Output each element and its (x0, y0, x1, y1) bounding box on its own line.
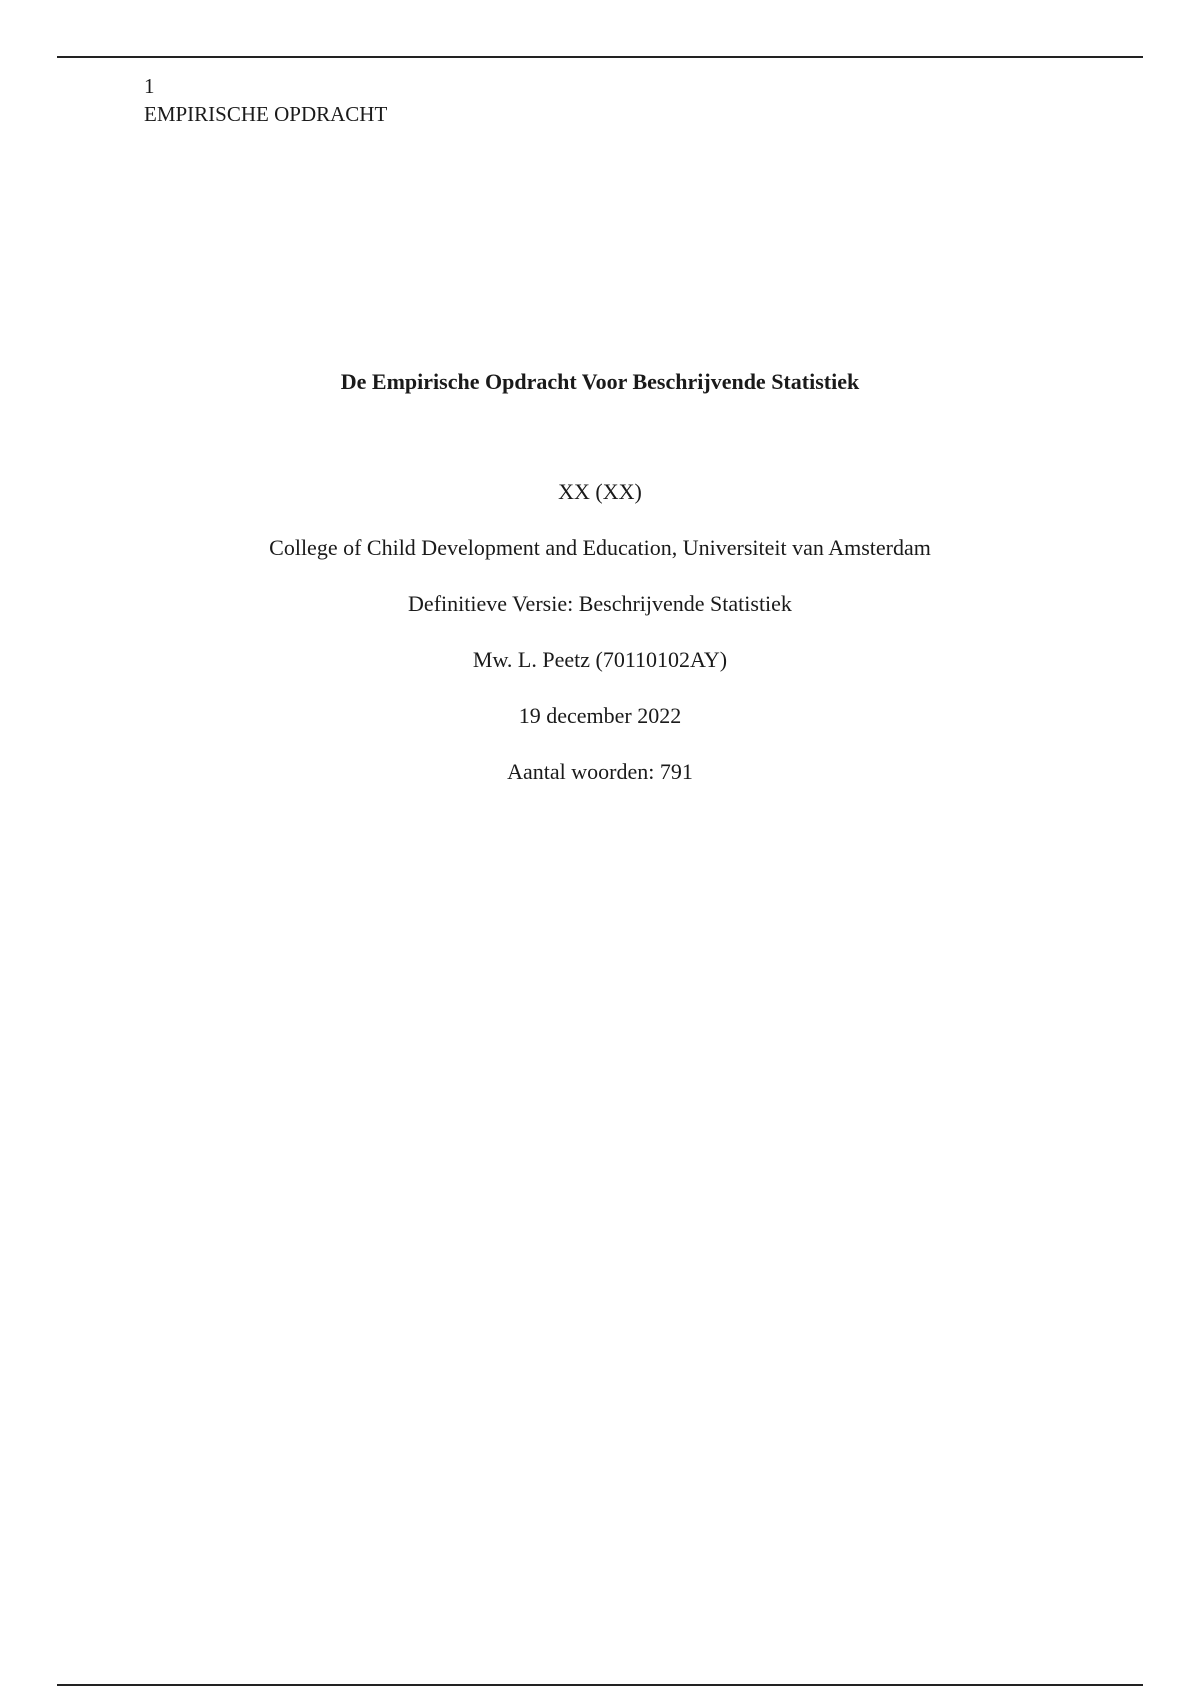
running-header (144, 72, 387, 128)
running-title: EMPIRISCHE OPDRACHT (144, 102, 388, 126)
author-line: XX (XX) (558, 479, 642, 504)
page-number: 1 (144, 74, 155, 98)
title-page-details (0, 470, 1200, 806)
date-line: 19 december 2022 (518, 703, 682, 728)
instructor-line: Mw. L. Peetz (70110102AY) (472, 647, 728, 672)
top-rule (57, 56, 1143, 58)
word-count-line: Aantal woorden: 791 (507, 759, 693, 784)
document-title: De Empirische Opdracht Voor Beschrijvende Statistiek (340, 369, 860, 394)
bottom-rule (57, 1684, 1143, 1686)
version-line: Definitieve Versie: Beschrijvende Statistiek (408, 591, 792, 616)
title-block (0, 362, 1200, 402)
affiliation-line: College of Child Development and Education, Universiteit van Amsterdam (269, 535, 931, 560)
